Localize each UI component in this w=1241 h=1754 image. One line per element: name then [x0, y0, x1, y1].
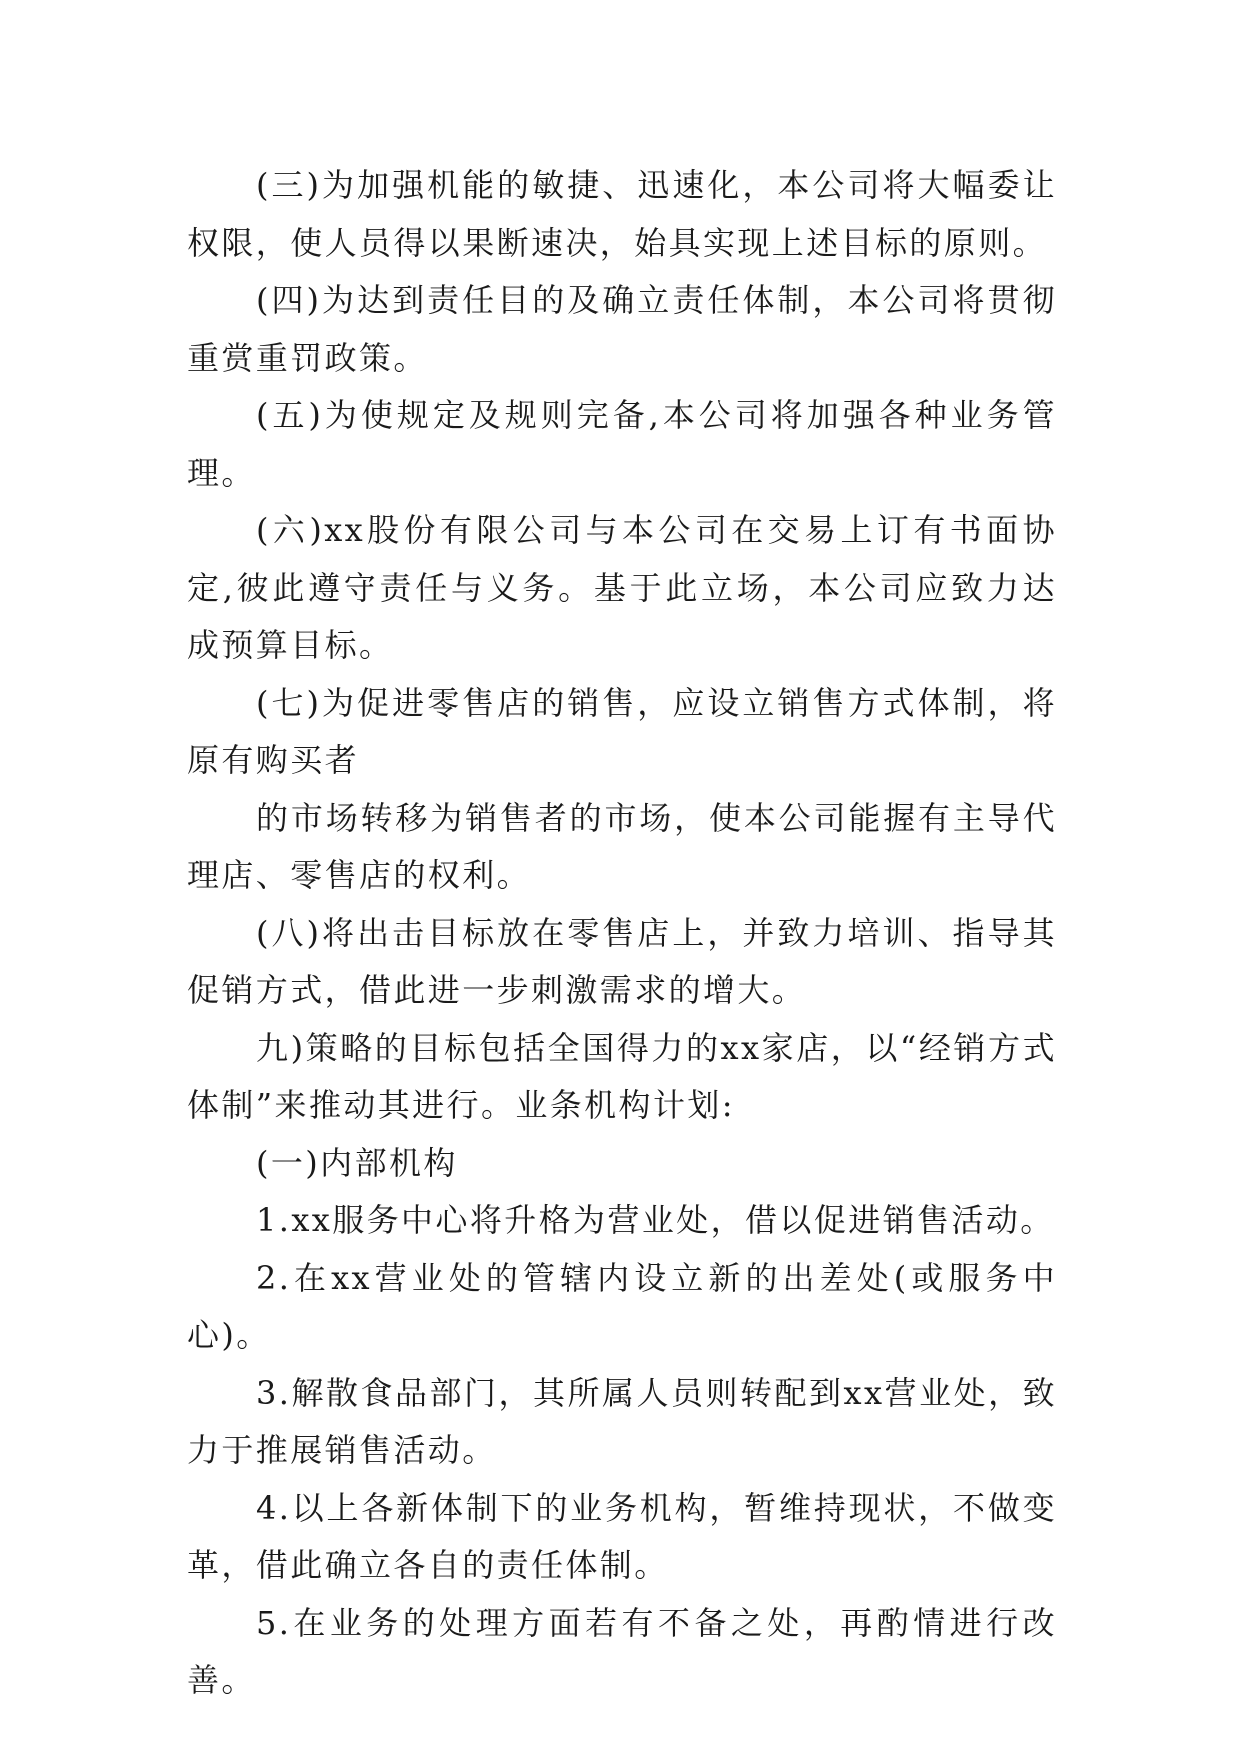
paragraph-9: 九)策略的目标包括全国得力的xx家店，以“经销方式体制”来推动其进行。业条机构计划:	[187, 1028, 1057, 1124]
paragraph-6: (六)xx股份有限公司与本公司在交易上订有书面协定,彼此遵守责任与义务。基于此立场，本公司应致力达成预算目标。	[187, 511, 1057, 664]
document-body	[187, 157, 1057, 1710]
list-item-3: 3.解散食品部门，其所属人员则转配到xx营业处，致力于推展销售活动。	[187, 1373, 1057, 1469]
paragraph-8: (八)将出击目标放在零售店上，并致力培训、指导其促销方式，借此进一步刺激需求的增大。	[187, 913, 1057, 1009]
paragraph-4: (四)为达到责任目的及确立责任体制，本公司将贯彻重赏重罚政策。	[187, 281, 1057, 377]
paragraph-3: (三)为加强机能的敏捷、迅速化，本公司将大幅委让权限，使人员得以果断速决，始具实现上述目标的原则。	[187, 166, 1057, 262]
paragraph-7: (七)为促进零售店的销售，应设立销售方式体制，将原有购买者	[187, 683, 1057, 779]
list-item-1: 1.xx服务中心将升格为营业处，借以促进销售活动。	[256, 1201, 1055, 1239]
list-item-5: 5.在业务的处理方面若有不备之处，再酌情进行改善。	[187, 1603, 1057, 1699]
section-heading-internal-organization: (一)内部机构	[256, 1143, 458, 1182]
paragraph-5: (五)为使规定及规则完备,本公司将加强各种业务管理。	[187, 396, 1057, 492]
list-item-2: 2.在xx营业处的管辖内设立新的出差处(或服务中心)。	[187, 1258, 1057, 1354]
paragraph-7-continued: 的市场转移为销售者的市场，使本公司能握有主导代理店、零售店的权利。	[187, 798, 1057, 894]
list-item-4: 4.以上各新体制下的业务机构，暂维持现状，不做变革，借此确立各自的责任体制。	[187, 1488, 1057, 1584]
